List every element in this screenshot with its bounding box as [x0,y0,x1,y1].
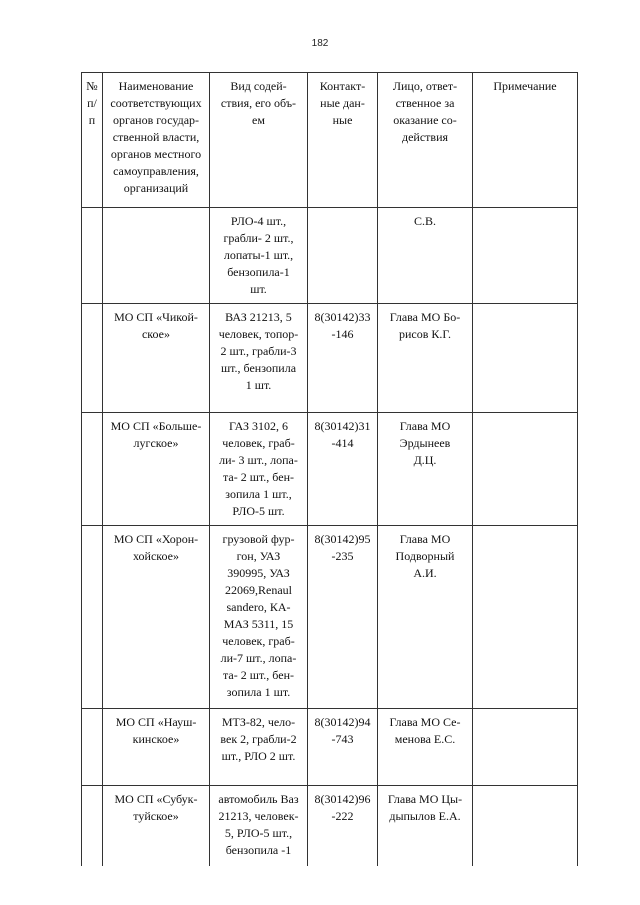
cell-assistance: МТЗ-82, чело- век 2, грабли-2 шт., РЛО 2 шт. [210,709,308,786]
header-org: Наименование соответствующих органов государ- ственной власти, органов местного самоуправления, организаций [103,73,210,208]
cell-person: Глава МО Бо- рисов К.Г. [378,304,473,413]
cell-person: Глава МО Цы- дыпылов Е.А. [378,786,473,867]
cell-contact: 8(30142)31 -414 [308,413,378,526]
cell-num [82,526,103,709]
page-number: 182 [311,38,329,49]
cell-num [82,304,103,413]
cell-contact: 8(30142)96 -222 [308,786,378,867]
header-num: № п/ п [82,73,103,208]
cell-org: МО СП «Хорон- хойское» [103,526,210,709]
cell-org: МО СП «Субук- туйское» [103,786,210,867]
table-row [82,208,578,304]
table-row [82,526,578,709]
cell-org [103,208,210,304]
cell-contact: 8(30142)95 -235 [308,526,378,709]
cell-person: С.В. [378,208,473,304]
cell-num [82,413,103,526]
cell-contact: 8(30142)33 -146 [308,304,378,413]
cell-contact [308,208,378,304]
table-header-row [82,73,578,208]
cell-note [473,709,578,786]
cell-assistance: ГАЗ 3102, 6 человек, граб- ли- 3 шт., лопа- та- 2 шт., бен- зопила 1 шт., РЛО-5 шт. [210,413,308,526]
cell-assistance: ВАЗ 21213, 5 человек, топор- 2 шт., грабли-3 шт., бензопила 1 шт. [210,304,308,413]
cell-person: Глава МО Эрдынеев Д.Ц. [378,413,473,526]
table-row [82,413,578,526]
cell-assistance: РЛО-4 шт., грабли- 2 шт., лопаты-1 шт., бензопила-1 шт. [210,208,308,304]
cell-person: Глава МО Се- менова Е.С. [378,709,473,786]
header-assistance: Вид содей- ствия, его объ- ем [210,73,308,208]
cell-note [473,304,578,413]
header-note: Примечание [473,73,578,208]
cell-org: МО СП «Науш- кинское» [103,709,210,786]
cell-num [82,709,103,786]
cell-note [473,786,578,867]
cell-note [473,208,578,304]
cell-num [82,208,103,304]
cell-num [82,786,103,867]
cell-contact: 8(30142)94 -743 [308,709,378,786]
table-row [82,709,578,786]
cell-note [473,526,578,709]
assistance-table [81,72,578,866]
cell-person: Глава МО Подворный А.И. [378,526,473,709]
cell-org: МО СП «Чикой- ское» [103,304,210,413]
table-row [82,304,578,413]
cell-assistance: автомобиль Ваз 21213, человек- 5, РЛО-5 шт., бензопила -1 [210,786,308,867]
cell-assistance: грузовой фур- гон, УАЗ 390995, УАЗ 22069,Renaul sandero, КА- МАЗ 5311, 15 человек, граб- ли-7 шт., лопа- та- 2 шт., бен- зопила 1 шт. [210,526,308,709]
table-row [82,786,578,867]
header-contact: Контакт- ные дан- ные [308,73,378,208]
cell-note [473,413,578,526]
header-person: Лицо, ответ- ственное за оказание со- действия [378,73,473,208]
cell-org: МО СП «Больше- лугское» [103,413,210,526]
